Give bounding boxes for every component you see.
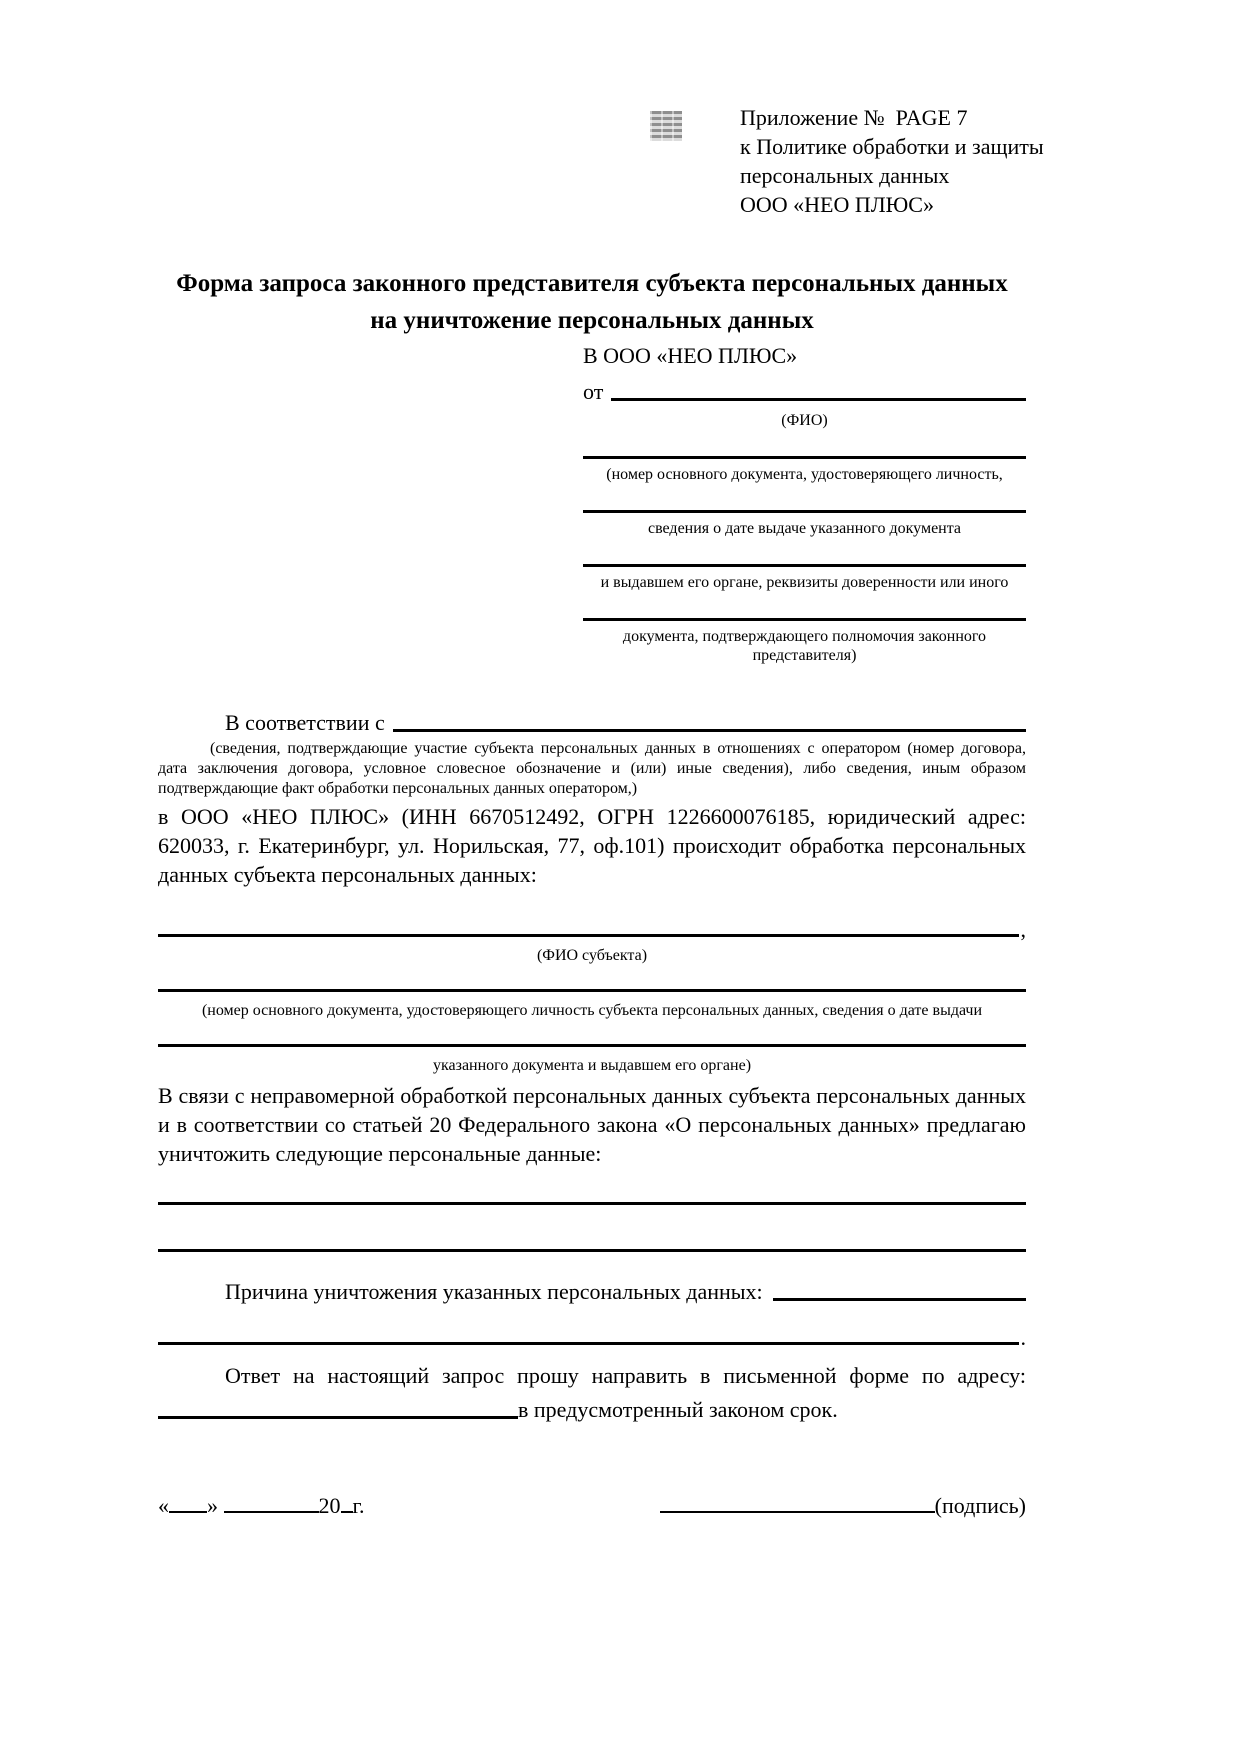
- accordance-note: (сведения, подтверждающие участие субъекта персональных данных в отношениях с оператором (номер договора, дата заключения договора, условное словесное обозначение и (или) иные сведения), либо сведения, иным образом подтверждающие факт обработки персональных данных оператором,): [158, 740, 1026, 797]
- reason-label: Причина уничтожения указанных персональных данных:: [225, 1279, 763, 1304]
- from-row: [583, 378, 1026, 405]
- representative-doc-blank-field-1[interactable]: [583, 456, 1026, 459]
- representative-doc-blank-field-2[interactable]: [583, 510, 1026, 513]
- signature-field: [660, 1491, 1026, 1519]
- response-address-blank-field[interactable]: [158, 1416, 518, 1419]
- subject-doc-caption-2: указанного документа и выдавшем его органе): [432, 1057, 752, 1074]
- date-quote-close: »: [207, 1493, 218, 1518]
- subject-doc-row-1: [158, 989, 1026, 996]
- reason-continuation-row: [158, 1327, 1026, 1349]
- form-title-line2: на уничтожение персональных данных: [370, 307, 814, 334]
- data-to-destroy-blank-field-2[interactable]: [158, 1249, 1026, 1252]
- operator-paragraph: в ООО «НЕО ПЛЮС» (ИНН 6670512492, ОГРН 1226600076185, юридический адрес: 620033, г. Екатеринбург, ул. Норильская, 77, оф.101) происходит обработка персональных данных субъекта персональных данных:: [158, 804, 1026, 887]
- representative-doc-blank-field-3[interactable]: [583, 564, 1026, 567]
- subject-fio-caption: (ФИО субъекта): [536, 947, 648, 964]
- accordance-blank-field[interactable]: [393, 729, 1026, 732]
- appendix-company-line: ООО «НЕО ПЛЮС»: [740, 192, 934, 217]
- subject-doc-caption-1: (номер основного документа, удостоверяющего личность субъекта персональных данных, сведения о дате выдачи: [201, 1002, 983, 1019]
- day-blank-field[interactable]: [169, 1491, 207, 1513]
- subject-doc-blank-field-2[interactable]: [158, 1044, 1026, 1047]
- doc-caption-1: (номер основного документа, удостоверяющего личность,: [606, 466, 1003, 483]
- reason-line-period: .: [1020, 1325, 1026, 1350]
- appendix-header-block: [740, 103, 1044, 219]
- subject-line-comma: ,: [1020, 917, 1026, 942]
- response-address-row: [158, 1396, 1026, 1423]
- appendix-policy-line2: персональных данных: [740, 163, 950, 188]
- date-quote-open: «: [158, 1493, 169, 1518]
- form-title-line1: Форма запроса законного представителя субъекта персональных данных: [176, 270, 1008, 297]
- year-prefix: 20: [318, 1493, 341, 1518]
- month-blank-field[interactable]: [224, 1491, 319, 1513]
- from-label: от: [583, 379, 604, 404]
- subject-fio-blank-field[interactable]: [158, 934, 1019, 937]
- page-header: [158, 103, 1044, 219]
- doc-caption-4: документа, подтверждающего полномочия законного представителя): [622, 628, 987, 664]
- appendix-policy-line: к Политике обработки и защиты: [740, 134, 1044, 159]
- data-to-destroy-blank-field-1[interactable]: [158, 1202, 1026, 1205]
- addressee-organization: В ООО «НЕО ПЛЮС»: [583, 343, 798, 368]
- reason-blank-field-2[interactable]: [158, 1342, 1019, 1345]
- form-title: [158, 265, 1026, 339]
- year-suffix: г.: [352, 1493, 365, 1518]
- appendix-number-line: Приложение № PAGE 7: [740, 105, 968, 130]
- accordance-row: [158, 709, 1026, 736]
- reason-row: [158, 1278, 1026, 1305]
- response-intro: Ответ на настоящий запрос прошу направить в письменной форме по адресу:: [225, 1363, 1026, 1388]
- signature-blank-field[interactable]: [660, 1491, 935, 1513]
- addressee-block: [583, 378, 1026, 665]
- accordance-label: В соответствии с: [225, 710, 385, 735]
- subject-doc-blank-field-1[interactable]: [158, 989, 1026, 992]
- embedded-object-icon: [650, 111, 682, 141]
- response-suffix: в предусмотренный законом срок.: [518, 1397, 838, 1422]
- date-field: [158, 1491, 365, 1519]
- doc-caption-2: сведения о дате выдаче указанного документа: [647, 520, 962, 537]
- request-paragraph: В связи с неправомерной обработкой персональных данных субъекта персональных данных и в соответствии со статьей 20 Федерального закона «О персональных данных» предлагаю уничтожить следующие персональные данные:: [158, 1083, 1026, 1166]
- subject-doc-row-2: [158, 1044, 1026, 1051]
- doc-caption-3: и выдавшем его органе, реквизиты доверенности или иного: [600, 574, 1009, 591]
- representative-fio-blank-field[interactable]: [611, 398, 1026, 401]
- subject-fio-row: [158, 919, 1026, 941]
- footer-row: [158, 1491, 1026, 1519]
- year-blank-field[interactable]: [341, 1491, 353, 1513]
- signature-caption: (подпись): [934, 1493, 1026, 1518]
- fio-caption: (ФИО): [781, 412, 828, 429]
- representative-doc-blank-field-4[interactable]: [583, 618, 1026, 621]
- reason-blank-field[interactable]: [773, 1298, 1026, 1301]
